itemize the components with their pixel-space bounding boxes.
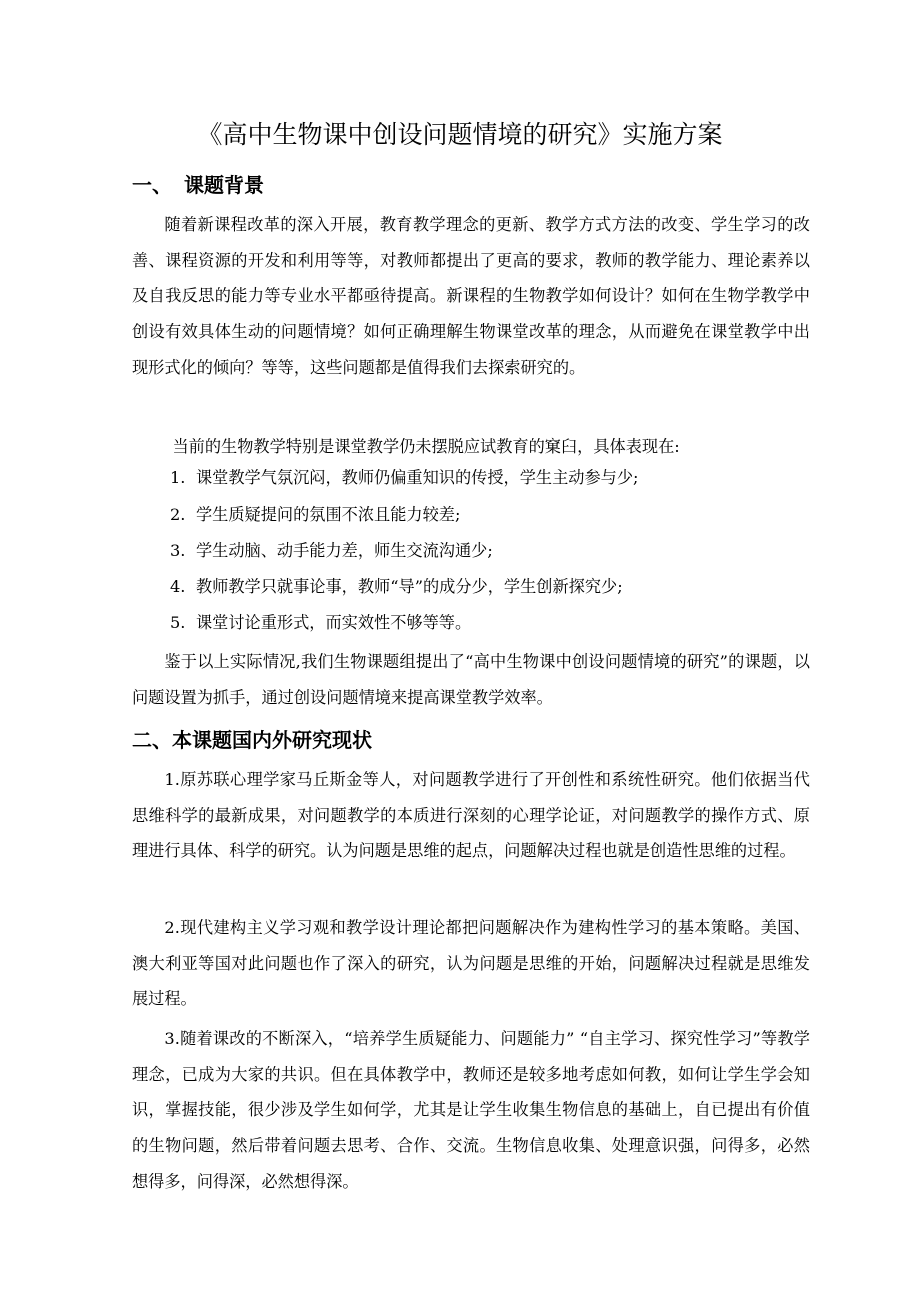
problem-list-item <box>170 466 639 490</box>
conclusion-paragraph: 鉴于以上实际情况,我们生物课题组提出了“高中生物课中创设问题情境的研究”的课题，以问题设置为抓手，通过创设问题情境来提高课堂教学效率。 <box>132 652 810 707</box>
list-number: 4. <box>170 577 186 596</box>
research-paragraph-1: 1.原苏联心理学家马丘斯金等人，对问题教学进行了开创性和系统性研究。他们依据当代思维科学的最新成果，对问题教学的本质进行深刻的心理学论证，对问题教学的操作方式、原理进行具体、科学的研究。认为问题是思维的起点，问题解决过程也就是创造性思维的过程。 <box>132 770 810 861</box>
list-number: 3. <box>170 541 186 560</box>
document-title: 《高中生物课中创设问题情境的研究》实施方案 <box>197 120 723 149</box>
section-1-heading <box>132 171 264 199</box>
list-text: 课堂讨论重形式，而实效性不够等等。 <box>196 613 472 632</box>
list-number: 5. <box>170 613 186 632</box>
current-situation-paragraph: 当前的生物教学特别是课堂教学仍未摆脱应试教育的窠臼，具体表现在: <box>172 437 680 456</box>
list-number: 1. <box>170 468 186 487</box>
research-paragraph-2: 2.现代建构主义学习观和教学设计理论都把问题解决作为建构性学习的基本策略。美国、澳大利亚等国对此问题也作了深入的研究，认为问题是思维的开始，问题解决过程就是思维发展过程。 <box>132 918 810 1009</box>
problem-list-item <box>170 575 623 599</box>
list-text: 教师教学只就事论事，教师“导”的成分少，学生创新探究少; <box>196 577 623 596</box>
list-text: 学生动脑、动手能力差，师生交流沟通少; <box>196 541 493 560</box>
problem-list-item <box>170 611 471 635</box>
section-2-heading: 二、本课题国内外研究现状 <box>132 728 372 752</box>
section-1-title: 课题背景 <box>184 173 264 197</box>
problem-list-item <box>170 539 493 563</box>
list-number: 2. <box>170 505 186 524</box>
problem-list-item <box>170 503 460 527</box>
research-paragraph-3: 3.随着课改的不断深入，“培养学生质疑能力、问题能力” “自主学习、探究性学习”等教学理念，已成为大家的共识。但在具体教学中，教师还是较多地考虑如何教，如何让学生学会知识，掌握技能，很少涉及学生如何学，尤其是让学生收集生物信息的基础上，自已提出有价值的生物问题，然后带着问题去思考、合作、交流。生物信息收集、处理意识强，问得多，必然想得多，问得深，必然想得深。 <box>132 1029 810 1191</box>
section-1-number: 一、 <box>132 173 172 197</box>
list-text: 学生质疑提问的氛围不浓且能力较差; <box>196 505 461 524</box>
list-text: 课堂教学气氛沉闷，教师仍偏重知识的传授，学生主动参与少; <box>196 468 639 487</box>
background-paragraph: 随着新课程改革的深入开展，教育教学理念的更新、教学方式方法的改变、学生学习的改善、课程资源的开发和利用等等，对教师都提出了更高的要求，教师的教学能力、理论素养以及自我反思的能力等专业水平都亟待提高。新课程的生物教学如何设计？如何在生物学教学中创设有效具体生动的问题情境？如何正确理解生物课堂改革的理念，从而避免在课堂教学中出现形式化的倾向？等等，这些问题都是值得我们去探索研究的。 <box>132 215 810 377</box>
